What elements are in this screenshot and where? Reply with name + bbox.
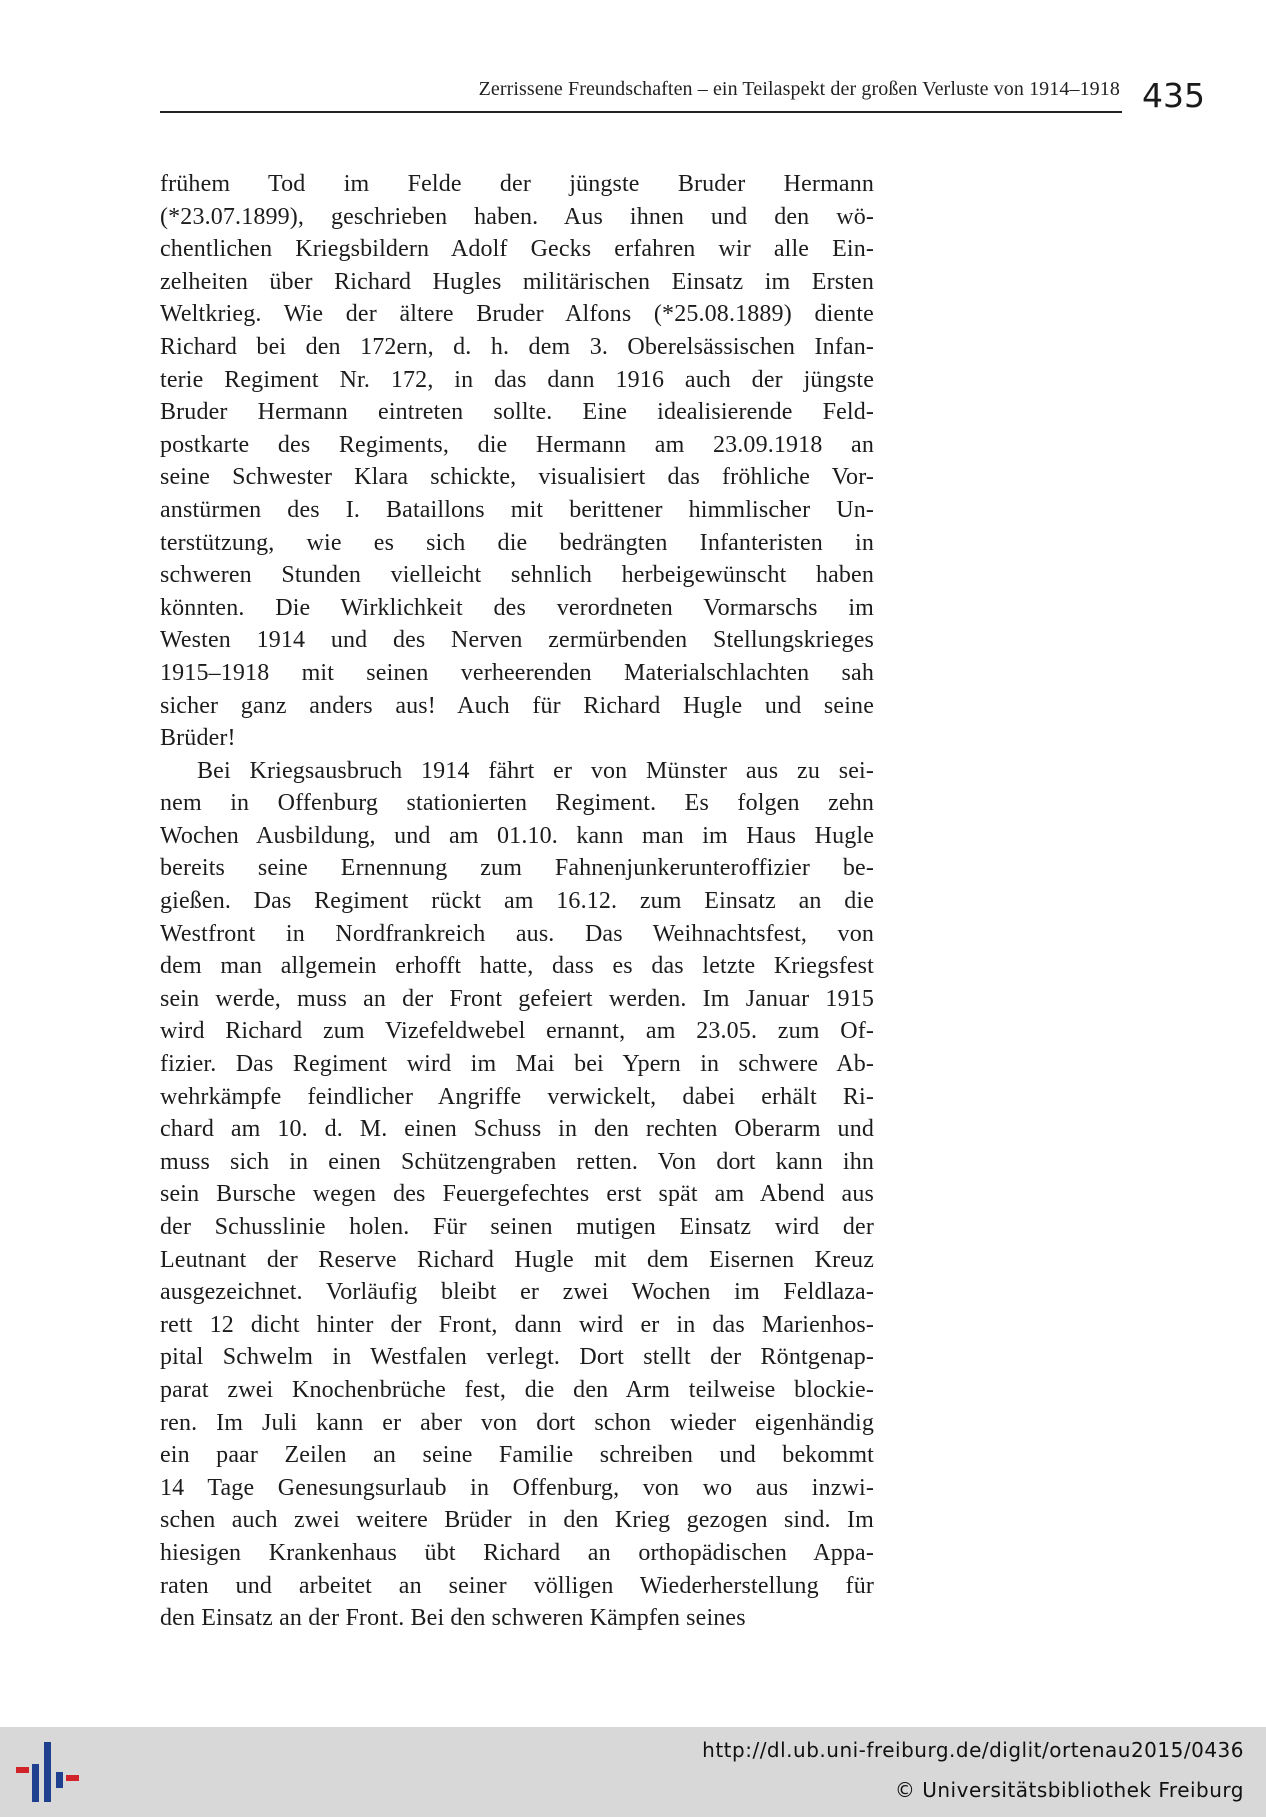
text-line: frühem Tod im Felde der jüngste Bruder Hermann bbox=[160, 171, 874, 197]
text-line: anstürmen des I. Bataillons mit berittener himmlischer Un- bbox=[160, 496, 874, 523]
text-line: den Einsatz an der Front. Bei den schweren Kämpfen seines bbox=[160, 1605, 746, 1632]
text-line: sein werde, muss an der Front gefeiert werden. Im Januar 1915 bbox=[160, 985, 874, 1012]
text-line: wird Richard zum Vizefeldwebel ernannt, am 23.05. zum Of- bbox=[160, 1018, 874, 1045]
text-line: pital Schwelm in Westfalen verlegt. Dort stellt der Röntgenap- bbox=[160, 1344, 874, 1371]
text-line: könnten. Die Wirklichkeit des verordneten Vormarschs im bbox=[160, 594, 874, 621]
text-line: wehrkämpfe feindlicher Angriffe verwickelt, dabei erhält Ri- bbox=[160, 1083, 874, 1110]
text-line: Weltkrieg. Wie der ältere Bruder Alfons (*25.08.1889) diente bbox=[160, 301, 874, 328]
text-line: parat zwei Knochenbrüche fest, die den Arm teilweise blockie- bbox=[160, 1376, 874, 1403]
text-line: ren. Im Juli kann er aber von dort schon wieder eigenhändig bbox=[160, 1409, 874, 1436]
body-text bbox=[160, 168, 874, 1635]
text-line: nem in Offenburg stationierten Regiment. Es folgen zehn bbox=[160, 790, 874, 817]
text-line: ausgezeichnet. Vorläufig bleibt er zwei Wochen im Feldlaza- bbox=[160, 1279, 874, 1306]
running-head: Zerrissene Freundschaften – ein Teilaspekt der großen Verluste von 1914–1918 bbox=[478, 78, 1120, 100]
page-number: 435 bbox=[1142, 76, 1205, 115]
text-line: Leutnant der Reserve Richard Hugle mit dem Eisernen Kreuz bbox=[160, 1246, 874, 1273]
text-line: der Schusslinie holen. Für seinen mutigen Einsatz wird der bbox=[160, 1214, 874, 1240]
text-line: Wochen Ausbildung, und am 01.10. kann man im Haus Hugle bbox=[160, 822, 874, 849]
text-line: Brüder! bbox=[160, 725, 236, 752]
text-line: hiesigen Krankenhaus übt Richard an orthopädischen Appa- bbox=[160, 1539, 874, 1566]
text-line: 1915–1918 mit seinen verheerenden Materialschlachten sah bbox=[160, 659, 874, 686]
footer-copyright: © Universitätsbibliothek Freiburg bbox=[894, 1778, 1244, 1802]
text-line: sicher ganz anders aus! Auch für Richard Hugle und seine bbox=[160, 692, 874, 719]
text-line: postkarte des Regiments, die Hermann am 23.09.1918 an bbox=[160, 431, 874, 458]
text-line: Bei Kriegsausbruch 1914 fährt er von Münster aus zu sei- bbox=[197, 757, 874, 784]
footer-url-link[interactable]: http://dl.ub.uni-freiburg.de/diglit/ortenau2015/0436 bbox=[702, 1738, 1244, 1762]
text-line: Westfront in Nordfrankreich aus. Das Weihnachtsfest, von bbox=[160, 920, 874, 947]
text-line: terie Regiment Nr. 172, in das dann 1916 auch der jüngste bbox=[160, 366, 874, 393]
paragraph-2 bbox=[160, 755, 874, 1635]
text-line: fizier. Das Regiment wird im Mai bei Ypern in schwere Ab- bbox=[160, 1051, 874, 1078]
text-line: Westen 1914 und des Nerven zermürbenden Stellungskrieges bbox=[160, 627, 874, 654]
footer-bar bbox=[0, 1727, 1266, 1817]
text-line: muss sich in einen Schützengraben retten. Von dort kann ihn bbox=[160, 1148, 874, 1175]
text-line: (*23.07.1899), geschrieben haben. Aus ihnen und den wö- bbox=[160, 203, 874, 230]
text-line: terstützung, wie es sich die bedrängten Infanteristen in bbox=[160, 529, 874, 556]
text-line: schweren Stunden vielleicht sehnlich herbeigewünscht haben bbox=[160, 562, 874, 589]
text-line: bereits seine Ernennung zum Fahnenjunkerunteroffizier be- bbox=[160, 855, 874, 882]
text-line: gießen. Das Regiment rückt am 16.12. zum Einsatz an die bbox=[160, 888, 874, 915]
text-line: 14 Tage Genesungsurlaub in Offenburg, von wo aus inzwi- bbox=[160, 1474, 874, 1501]
text-line: chard am 10. d. M. einen Schuss in den rechten Oberarm und bbox=[160, 1116, 874, 1143]
paragraph-1 bbox=[160, 168, 874, 755]
text-line: schen auch zwei weitere Brüder in den Krieg gezogen sind. Im bbox=[160, 1507, 874, 1534]
text-line: ein paar Zeilen an seine Familie schreiben und bekommt bbox=[160, 1442, 874, 1469]
text-line: chentlichen Kriegsbildern Adolf Gecks erfahren wir alle Ein- bbox=[160, 236, 874, 263]
text-line: Richard bei den 172ern, d. h. dem 3. Oberelsässischen Infan- bbox=[160, 333, 874, 360]
header-rule bbox=[160, 111, 1122, 113]
text-line: Bruder Hermann eintreten sollte. Eine idealisierende Feld- bbox=[160, 399, 874, 426]
text-line: raten und arbeitet an seiner völligen Wiederherstellung für bbox=[160, 1572, 874, 1599]
text-line: dem man allgemein erhofft hatte, dass es das letzte Kriegsfest bbox=[160, 953, 874, 980]
text-line: seine Schwester Klara schickte, visualisiert das fröhliche Vor- bbox=[160, 464, 874, 491]
ub-freiburg-logo-icon bbox=[16, 1742, 80, 1802]
text-line: zelheiten über Richard Hugles militärischen Einsatz im Ersten bbox=[160, 268, 874, 295]
text-line: rett 12 dicht hinter der Front, dann wird er in das Marienhos- bbox=[160, 1311, 874, 1338]
text-line: sein Bursche wegen des Feuergefechtes erst spät am Abend aus bbox=[160, 1181, 874, 1208]
